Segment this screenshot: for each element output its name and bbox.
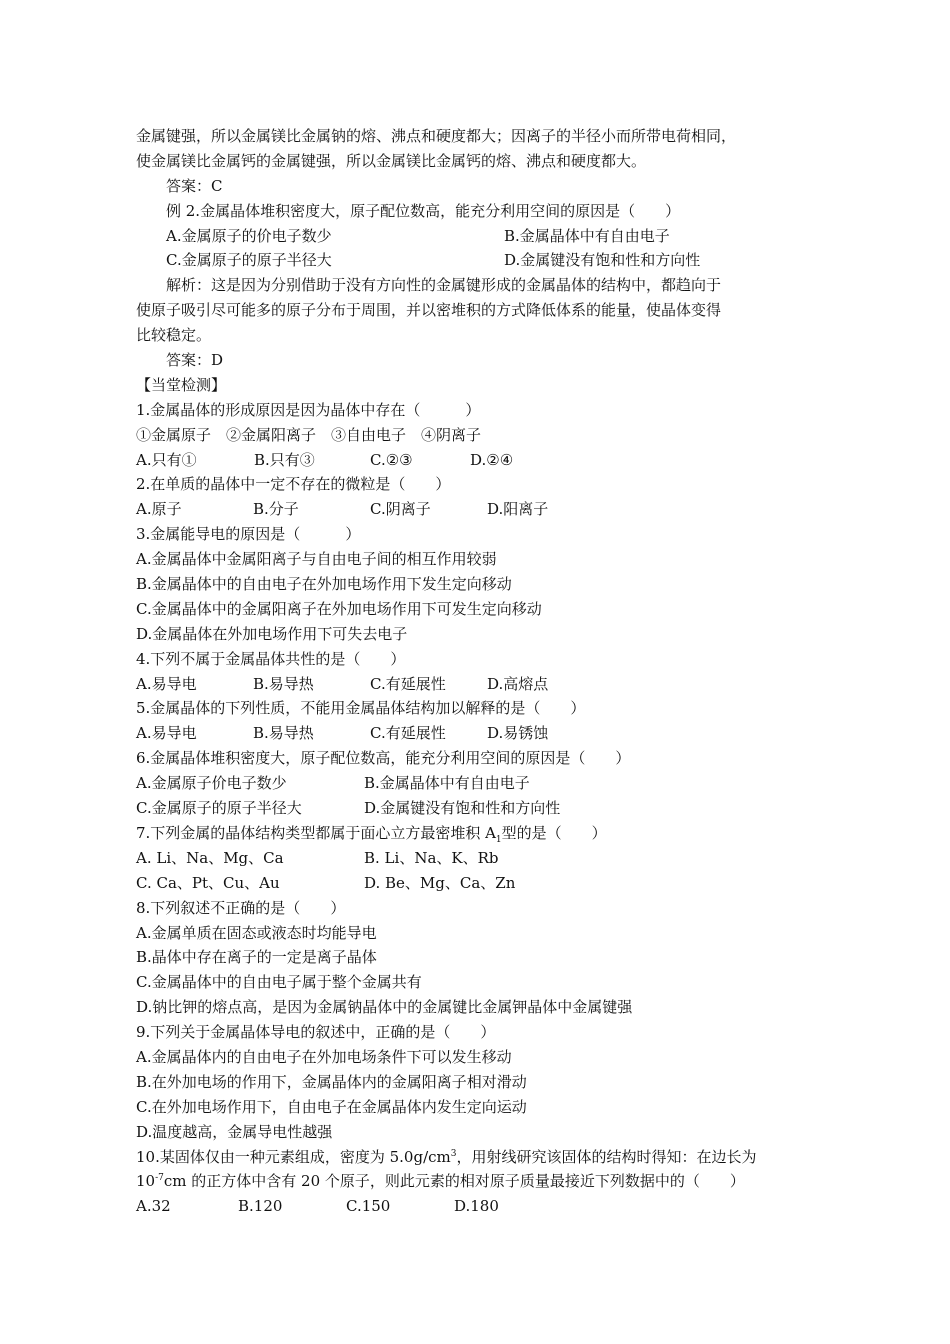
q10-line-1-after: ，用射线研究该固体的结构时得知：在边长为 (456, 1147, 757, 1166)
q9-option-a: A.金属晶体内的自由电子在外加电场条件下可以发生移动 (136, 1047, 512, 1066)
q6-options-row-1 (136, 771, 816, 796)
option-c: C.②③ (370, 450, 413, 469)
example-2-question: 例 2.金属晶体堆积密度大，原子配位数高，能充分利用空间的原因是（ ） (166, 201, 681, 220)
q3-option-b: B.金属晶体中的自由电子在外加电场作用下发生定向移动 (136, 575, 512, 594)
q9-option-d: D.温度越高，金属导电性越强 (136, 1122, 333, 1141)
q7-text (136, 821, 816, 846)
q8-option-b: B.晶体中存在离子的一定是离子晶体 (136, 948, 377, 967)
q4-options (136, 672, 816, 697)
q3-text: 3.金属能导电的原因是（ ） (136, 525, 361, 544)
q10-line-2-before: 10 (136, 1172, 156, 1191)
example-2-options-row-1 (136, 224, 816, 249)
option-d: D.高熔点 (487, 674, 549, 693)
q10-line-2-after: cm 的正方体中含有 20 个原子，则此元素的相对原子质量最接近下列数据中的（ ） (163, 1172, 745, 1191)
option-b: B.易导热 (253, 724, 314, 743)
q7-subscript: 1 (495, 834, 502, 845)
option-c: C.有延展性 (370, 724, 446, 743)
example-2-analysis-2: 使原子吸引尽可能多的原子分布于周围，并以密堆积的方式降低体系的能量，使晶体变得 (136, 301, 722, 320)
option-c: C.金属原子的原子半径大 (166, 251, 332, 270)
example-2-analysis-3: 比较稳定。 (136, 326, 212, 345)
q5-options (136, 721, 816, 746)
option-c: C.阴离子 (370, 500, 431, 519)
example-2-analysis-1: 解析：这是因为分别借助于没有方向性的金属键形成的金属晶体的结构中，都趋向于 (166, 276, 722, 295)
q8-option-c: C.金属晶体中的自由电子属于整个金属共有 (136, 973, 422, 992)
option-a: A.只有① (136, 450, 197, 469)
q2-text: 2.在单质的晶体中一定不存在的微粒是（ ） (136, 475, 451, 494)
intro-line-1: 金属键强，所以金属镁比金属钠的熔、沸点和硬度都大；因离子的半径小而所带电荷相同， (136, 127, 737, 145)
q10-superscript-2: -7 (155, 1173, 164, 1184)
example-2-answer: 答案：D (166, 351, 224, 370)
q10-line-1-before: 10.某固体仅由一种元素组成，密度为 5.0g/cm (136, 1147, 451, 1166)
option-a: A.易导电 (136, 674, 197, 693)
document-page (136, 124, 816, 1219)
option-a: A.金属原子的价电子数少 (166, 226, 332, 245)
q10-options (136, 1194, 816, 1219)
example-2-options-row-2 (136, 248, 816, 273)
q3-option-c: C.金属晶体中的金属阳离子在外加电场作用下可发生定向移动 (136, 599, 542, 618)
option-a: A.原子 (136, 500, 182, 519)
option-d: D.金属键没有饱和性和方向性 (504, 251, 701, 270)
q9-option-c: C.在外加电场作用下，自由电子在金属晶体内发生定向运动 (136, 1097, 527, 1116)
q2-options (136, 497, 816, 522)
q4-text: 4.下列不属于金属晶体共性的是（ ） (136, 649, 406, 668)
option-d: D.②④ (470, 450, 514, 469)
intro-line-2: 使金属镁比金属钙的金属键强，所以金属镁比金属钙的熔、沸点和硬度都大。 (136, 151, 647, 170)
q7-text-after: 型的是（ ） (501, 823, 607, 842)
q6-text: 6.金属晶体堆积密度大，原子配位数高，能充分利用空间的原因是（ ） (136, 749, 631, 768)
q5-text: 5.金属晶体的下列性质，不能用金属晶体结构加以解释的是（ ） (136, 699, 586, 718)
q7-options-row-2 (136, 871, 816, 896)
q10-line-2 (136, 1169, 816, 1194)
section-title: 【当堂检测】 (136, 375, 227, 394)
q3-option-d: D.金属晶体在外加电场作用下可失去电子 (136, 624, 408, 643)
option-c: C.有延展性 (370, 674, 446, 693)
option-b: B.只有③ (254, 450, 315, 469)
q3-option-a: A.金属晶体中金属阳离子与自由电子间的相互作用较弱 (136, 550, 497, 569)
option-d: D.阳离子 (487, 500, 549, 519)
q10-superscript-1: 3 (450, 1148, 457, 1159)
option-b: B.易导热 (253, 674, 314, 693)
q1-text: 1.金属晶体的形成原因是因为晶体中存在（ ） (136, 400, 481, 419)
q1-options (136, 448, 816, 473)
q8-option-d: D.钠比钾的熔点高，是因为金属钠晶体中的金属键比金属钾晶体中金属键强 (136, 998, 633, 1017)
option-b: B.120 (238, 1197, 283, 1216)
option-b: B.金属晶体中有自由电子 (504, 226, 670, 245)
option-a: A. Li、Na、Mg、Ca (136, 848, 284, 867)
q8-text: 8.下列叙述不正确的是（ ） (136, 898, 346, 917)
option-d: D.金属键没有饱和性和方向性 (364, 799, 561, 818)
option-c: C. Ca、Pt、Cu、Au (136, 873, 280, 892)
option-a: A.32 (136, 1197, 171, 1216)
option-d: D.180 (454, 1197, 499, 1216)
q1-items: ①金属原子 ②金属阳离子 ③自由电子 ④阴离子 (136, 425, 482, 444)
option-a: A.易导电 (136, 724, 197, 743)
option-c: C.150 (346, 1197, 391, 1216)
option-d: D. Be、Mg、Ca、Zn (364, 873, 516, 892)
q9-text: 9.下列关于金属晶体导电的叙述中，正确的是（ ） (136, 1023, 496, 1042)
option-b: B.分子 (253, 500, 299, 519)
q7-options-row-1 (136, 846, 816, 871)
q6-options-row-2 (136, 796, 816, 821)
q7-text-before: 7.下列金属的晶体结构类型都属于面心立方最密堆积 A (136, 823, 496, 842)
option-a: A.金属原子价电子数少 (136, 774, 287, 793)
answer-1: 答案：C (166, 176, 223, 195)
option-c: C.金属原子的原子半径大 (136, 799, 302, 818)
option-b: B. Li、Na、K、Rb (364, 848, 499, 867)
option-b: B.金属晶体中有自由电子 (364, 774, 530, 793)
q9-option-b: B.在外加电场的作用下，金属晶体内的金属阳离子相对滑动 (136, 1072, 527, 1091)
q8-option-a: A.金属单质在固态或液态时均能导电 (136, 923, 377, 942)
q10-line-1 (136, 1145, 816, 1170)
option-d: D.易锈蚀 (487, 724, 549, 743)
